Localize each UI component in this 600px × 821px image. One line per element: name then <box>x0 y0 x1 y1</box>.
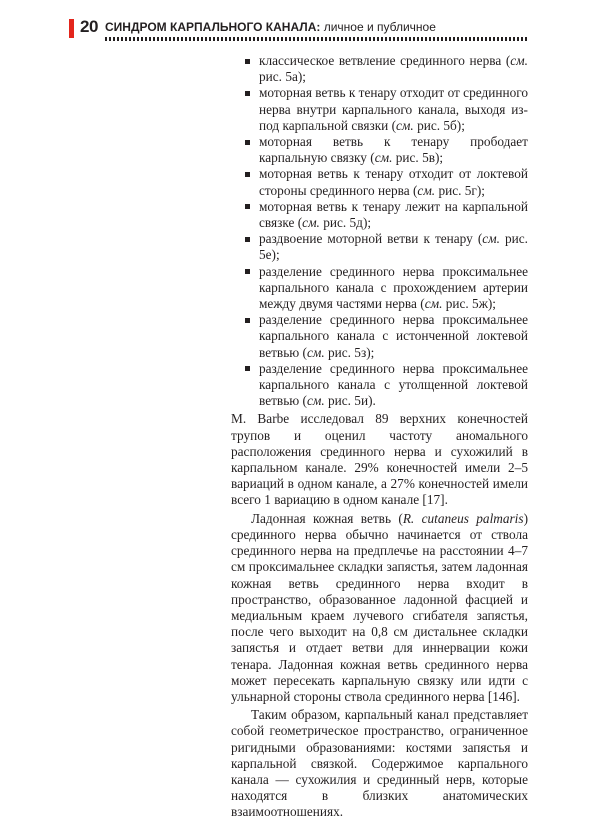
nerve-variant-list <box>231 53 528 409</box>
list-item: моторная ветвь к тенару лежит на карпальной связке (см. рис. 5д); <box>231 199 528 231</box>
header-dotted-rule <box>105 37 529 41</box>
list-item: разделение срединного нерва проксимальнее карпального канала с прохождением артерии между двумя частями нерва (см. рис. 5ж); <box>231 264 528 313</box>
square-bullet-icon <box>245 366 250 371</box>
square-bullet-icon <box>245 269 250 274</box>
square-bullet-icon <box>245 59 250 64</box>
square-bullet-icon <box>245 140 250 145</box>
list-item: разделение срединного нерва проксимальнее карпального канала с утолщенной локтевой ветвью (см. рис. 5и). <box>231 361 528 410</box>
square-bullet-icon <box>245 204 250 209</box>
running-title-sub: личное и публичное <box>323 20 436 34</box>
list-item: моторная ветвь к тенару прободает карпальную связку (см. рис. 5в); <box>231 134 528 166</box>
list-item: раздвоение моторной ветви к тенару (см. рис. 5е); <box>231 231 528 263</box>
square-bullet-icon <box>245 172 250 177</box>
list-item: моторная ветвь к тенару отходит от срединного нерва внутри карпального канала, выходя из-под карпальной связки (см. рис. 5б); <box>231 85 528 134</box>
running-title <box>105 20 436 34</box>
list-item: моторная ветвь к тенару отходит от локтевой стороны срединного нерва (см. рис. 5г); <box>231 166 528 198</box>
paragraph-barbe: M. Barbe исследовал 89 верхних конечностей трупов и оценил частоту аномального расположения срединного нерва и сухожилий в карпальном канале. 29% конечностей имели 2–5 вариаций в одном канале, а 27% конечностей имели всего 1 вариацию в одном канале [17]. <box>231 411 528 508</box>
running-title-main: СИНДРОМ КАРПАЛЬНОГО КАНАЛА: <box>105 20 321 34</box>
paragraph-conclusion: Таким образом, карпальный канал представляет собой геометрическое пространство, ограниченное ригидными образованиями: костями запястья и карпальной связкой. Содержимое карпального канала — сухожилия и срединный нерв, которые находятся в близких анатомических взаимоотношениях. <box>231 707 528 820</box>
running-header <box>0 0 600 48</box>
list-item: классическое ветвление срединного нерва (см. рис. 5а); <box>231 53 528 85</box>
square-bullet-icon <box>245 237 250 242</box>
page-number: 20 <box>80 17 98 36</box>
square-bullet-icon <box>245 91 250 96</box>
list-item: разделение срединного нерва проксимальнее карпального канала с истонченной локтевой ветвью (см. рис. 5з); <box>231 312 528 361</box>
red-tab-marker <box>69 19 74 38</box>
square-bullet-icon <box>245 318 250 323</box>
paragraph-palmar-branch: Ладонная кожная ветвь (R. cutaneus palmaris) срединного нерва обычно начинается от ствола срединного нерва на предплечье на расстоянии 4–7 см проксимальнее складки запястья, затем ладонная кожная ветвь срединного нерва входит в пространство, образованное ладонной фасцией и медиальным краем лучевого сгибателя запястья, после чего выходит на 0,8 см дистальнее складки запястья и отдает ветви для иннервации кожи тенара. Ладонная кожная ветвь срединного нерва может пересекать карпальную связку или идти с ульнарной стороны ствола срединного нерва [146]. <box>231 510 528 704</box>
body-text <box>231 53 528 821</box>
